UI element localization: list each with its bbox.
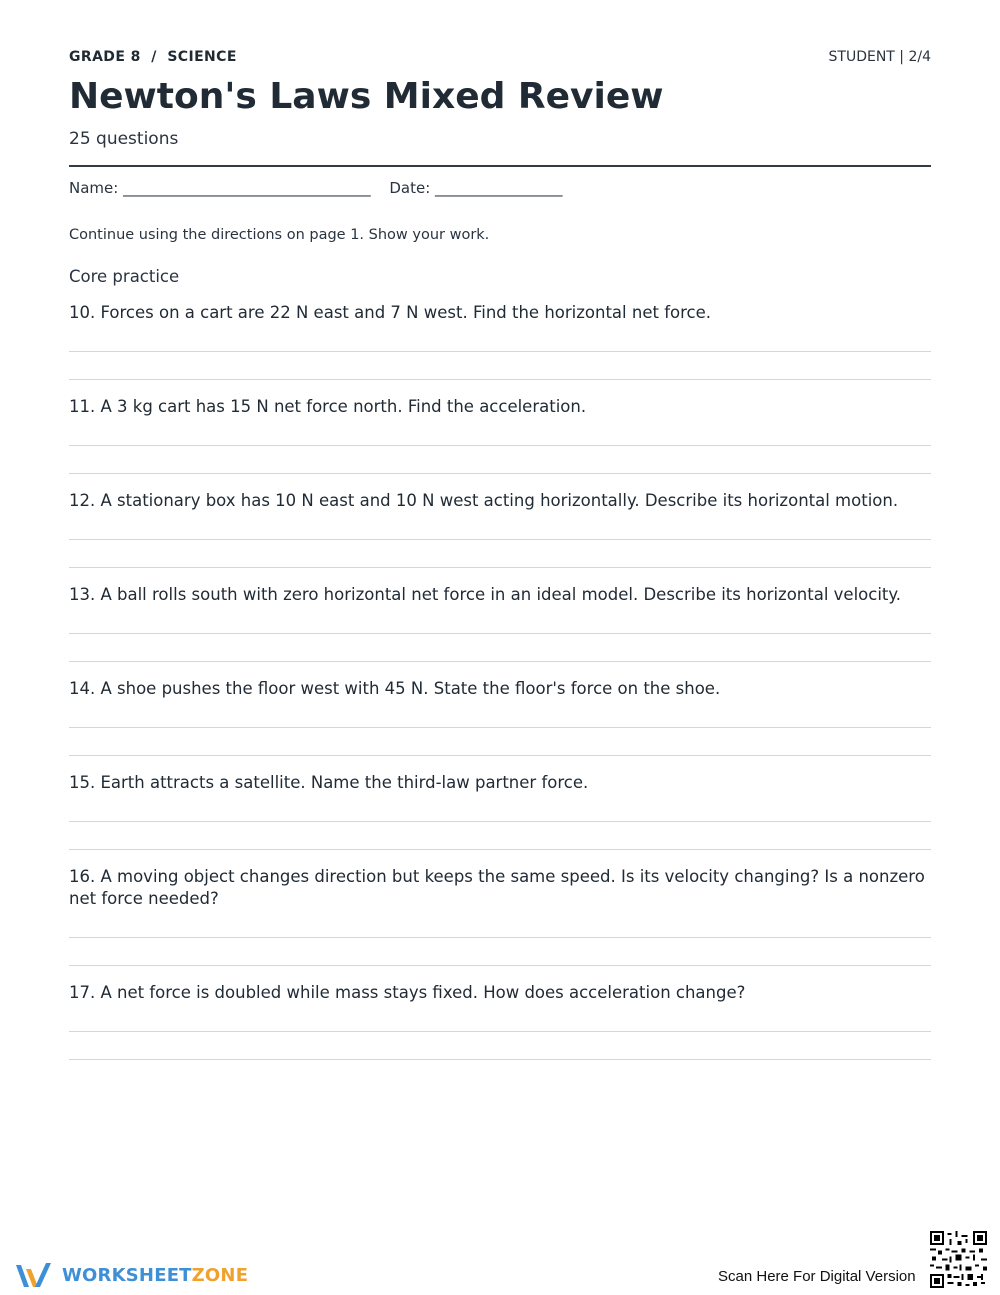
question-17 bbox=[69, 982, 931, 1004]
answer-line[interactable] bbox=[69, 849, 931, 850]
qr-code-icon[interactable] bbox=[930, 1231, 987, 1288]
worksheetzone-logo[interactable] bbox=[14, 1259, 248, 1291]
breadcrumb: GRADE 8 / SCIENCE bbox=[69, 49, 237, 65]
question-16 bbox=[69, 866, 931, 910]
date-field[interactable]: Date: _________________ bbox=[389, 179, 563, 197]
logo-wordmark bbox=[62, 1265, 248, 1286]
question-count: 25 questions bbox=[69, 129, 179, 149]
answer-line[interactable] bbox=[69, 567, 931, 568]
worksheetzone-logo-icon bbox=[14, 1259, 54, 1291]
answer-line[interactable] bbox=[69, 1031, 931, 1032]
page-title: Newton's Laws Mixed Review bbox=[69, 76, 664, 117]
question-text: 17. A net force is doubled while mass stays fixed. How does acceleration change? bbox=[69, 983, 746, 1002]
question-text: 14. A shoe pushes the floor west with 45 N. State the floor's force on the shoe. bbox=[69, 679, 721, 698]
question-11 bbox=[69, 396, 931, 418]
directions-text: Continue using the directions on page 1. Show your work. bbox=[69, 227, 490, 243]
logo-word-1: WORKSHEET bbox=[62, 1264, 192, 1286]
answer-line[interactable] bbox=[69, 351, 931, 352]
question-13 bbox=[69, 584, 931, 606]
answer-line[interactable] bbox=[69, 1059, 931, 1060]
name-field[interactable]: Name: _________________________________ bbox=[69, 179, 371, 197]
question-text: 16. A moving object changes direction but keeps the same speed. Is its velocity changing? Is a nonzero net force needed? bbox=[69, 867, 925, 908]
answer-line[interactable] bbox=[69, 755, 931, 756]
answer-line[interactable] bbox=[69, 937, 931, 938]
page-indicator: STUDENT | 2/4 bbox=[828, 49, 931, 65]
answer-line[interactable] bbox=[69, 539, 931, 540]
answer-line[interactable] bbox=[69, 445, 931, 446]
answer-line[interactable] bbox=[69, 965, 931, 966]
header-divider bbox=[69, 165, 931, 167]
question-10 bbox=[69, 302, 931, 324]
question-text: 12. A stationary box has 10 N east and 10 N west acting horizontally. Describe its horizontal motion. bbox=[69, 491, 899, 510]
answer-line[interactable] bbox=[69, 473, 931, 474]
answer-line[interactable] bbox=[69, 821, 931, 822]
question-12 bbox=[69, 490, 931, 512]
answer-line[interactable] bbox=[69, 633, 931, 634]
section-title: Core practice bbox=[69, 267, 180, 286]
answer-line[interactable] bbox=[69, 727, 931, 728]
answer-line[interactable] bbox=[69, 661, 931, 662]
header-bar bbox=[69, 49, 931, 69]
student-fields bbox=[69, 179, 563, 197]
logo-word-2: ZONE bbox=[191, 1264, 249, 1286]
scan-caption: Scan Here For Digital Version bbox=[718, 1268, 916, 1285]
question-text: 11. A 3 kg cart has 15 N net force north. Find the acceleration. bbox=[69, 397, 587, 416]
question-15 bbox=[69, 772, 931, 794]
question-14 bbox=[69, 678, 931, 700]
question-text: 10. Forces on a cart are 22 N east and 7 N west. Find the horizontal net force. bbox=[69, 303, 711, 322]
question-text: 15. Earth attracts a satellite. Name the third-law partner force. bbox=[69, 773, 589, 792]
answer-line[interactable] bbox=[69, 379, 931, 380]
question-text: 13. A ball rolls south with zero horizontal net force in an ideal model. Describe its horizontal velocity. bbox=[69, 585, 902, 604]
